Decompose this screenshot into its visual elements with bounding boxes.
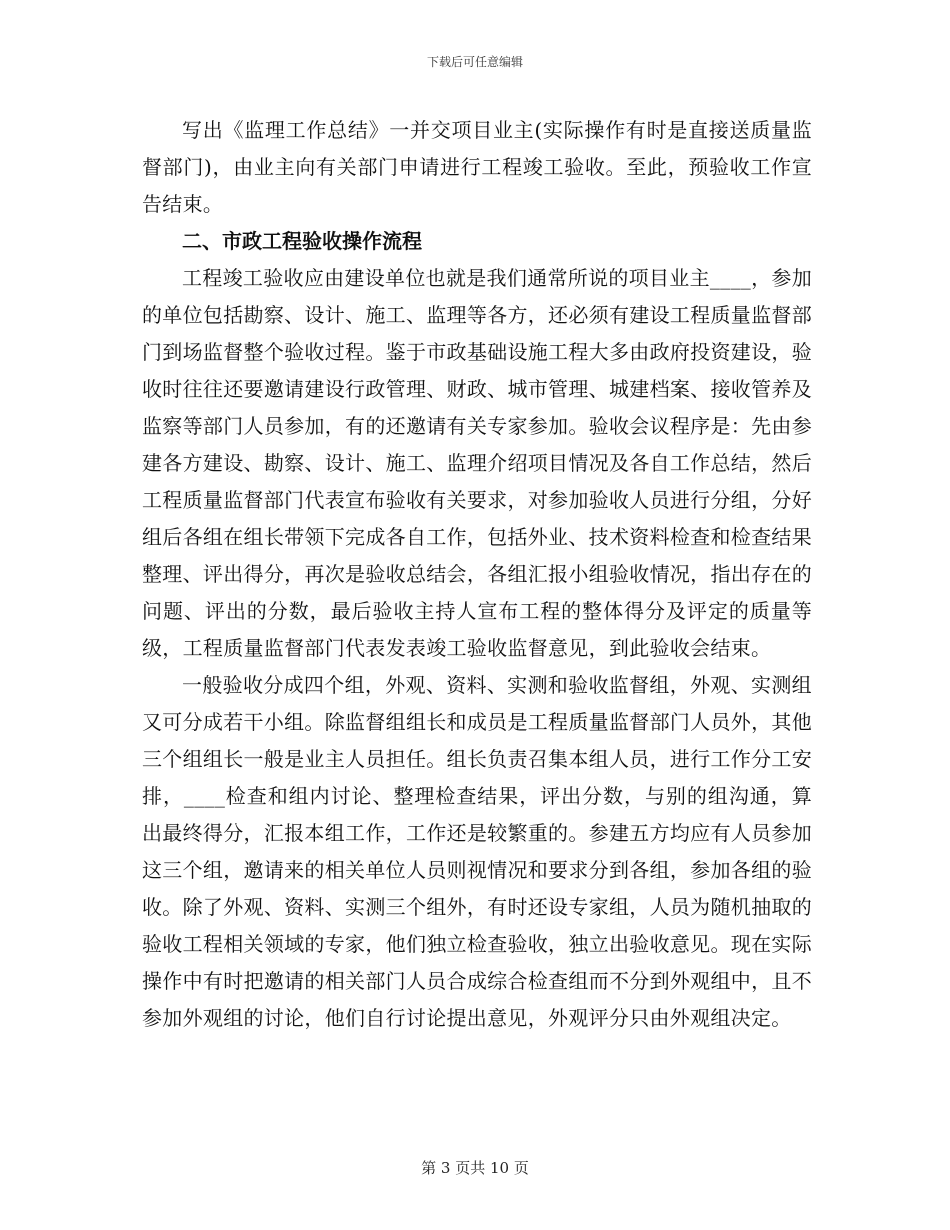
page-number: 第 3 页共 10 页 — [421, 1159, 529, 1177]
document-body — [142, 112, 812, 1037]
paragraph-1: 写出《监理工作总结》一并交项目业主(实际操作有时是直接送质量监督部门)，由业主向有关部门申请进行工程竣工验收。至此，预验收工作宣告结束。 — [142, 118, 812, 216]
page-header: 下载后可任意编辑 — [426, 55, 523, 69]
section-heading: 二、市政工程验收操作流程 — [182, 229, 422, 253]
paragraph-2: 工程竣工验收应由建设单位也就是我们通常所说的项目业主____，参加的单位包括勘察、设计、施工、监理等各方，还必须有建设工程质量监督部门到场监督整个验收过程。鉴于市政基础设施工程大多由政府投资建设，验收时往往还要邀请建设行政管理、财政、城市管理、城建档案、接收管养及监察等部门人员参加，有的还邀请有关专家参加。验收会议程序是：先由参建各方建设、勘察、设计、施工、监理介绍项目情况及各自工作总结，然后工程质量监督部门代表宣布验收有关要求，对参加验收人员进行分组，分好组后各组在组长带领下完成各自工作，包括外业、技术资料检查和检查结果整理、评出得分，再次是验收总结会，各组汇报小组验收情况，指出存在的问题、评出的分数，最后验收主持人宣布工程的整体得分及评定的质量等级，工程质量监督部门代表发表竣工验收监督意见，到此验收会结束。 — [142, 266, 812, 660]
paragraph-3: 一般验收分成四个组，外观、资料、实测和验收监督组，外观、实测组又可分成若干小组。除监督组组长和成员是工程质量监督部门人员外，其他三个组组长一般是业主人员担任。组长负责召集本组人员，进行工作分工安排，____检查和组内讨论、整理检查结果，评出分数，与别的组沟通，算出最终得分，汇报本组工作，工作还是较繁重的。参建五方均应有人员参加这三个组，邀请来的相关单位人员则视情况和要求分到各组，参加各组的验收。除了外观、资料、实测三个组外，有时还设专家组，人员为随机抽取的验收工程相关领域的专家，他们独立检查验收，独立出验收意见。现在实际操作中有时把邀请的相关部门人员合成综合检查组而不分到外观组中，且不参加外观组的讨论，他们自行讨论提出意见，外观评分只由外观组决定。 — [142, 673, 812, 1030]
